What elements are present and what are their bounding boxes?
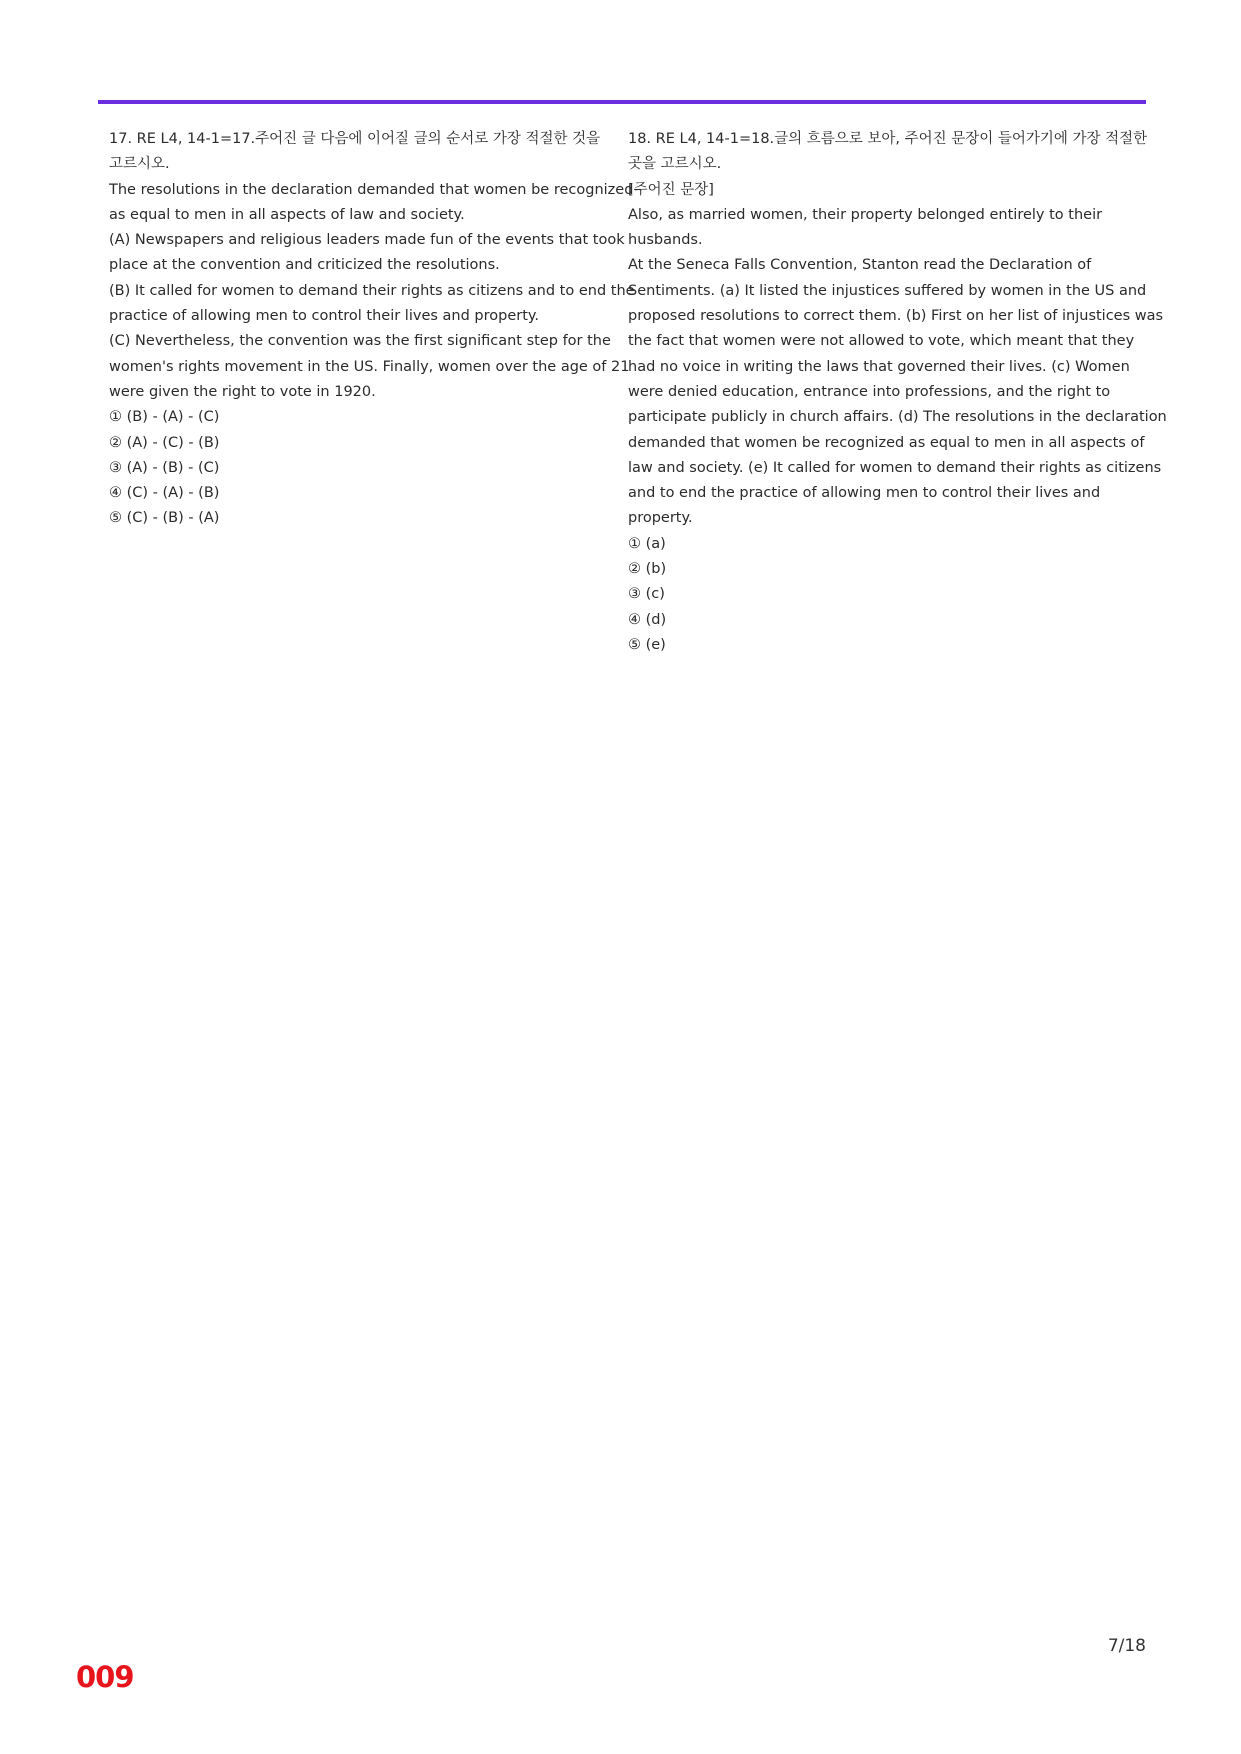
- question-17-line: 고르시오.: [109, 156, 170, 173]
- question-18-line: [주어진 문장]: [628, 181, 714, 198]
- answer-choice: ④ (C) - (A) - (B): [109, 485, 220, 502]
- question-17-line: (B) It called for women to demand their rights as citizens and to end the: [109, 282, 635, 299]
- answer-choice: ② (b): [628, 561, 667, 578]
- question-18: [628, 127, 1167, 658]
- answer-choice: ④ (d): [628, 611, 667, 628]
- question-17-line: place at the convention and criticized the resolutions.: [109, 257, 500, 274]
- logo: 009: [76, 1660, 134, 1694]
- question-17: [109, 127, 635, 532]
- answer-choice: ③ (A) - (B) - (C): [109, 459, 220, 476]
- question-18-line: property.: [628, 510, 693, 527]
- question-17-line: women's rights movement in the US. Finally, women over the age of 21: [109, 358, 630, 375]
- question-18-line: proposed resolutions to correct them. (b) First on her list of injustices was: [628, 308, 1164, 325]
- top-divider: [98, 100, 1146, 104]
- question-18-line: participate publicly in church affairs. (d) The resolutions in the declaration: [628, 409, 1167, 426]
- question-18-line: Sentiments. (a) It listed the injustices suffered by women in the US and: [628, 282, 1147, 299]
- answer-choice: ⑤ (C) - (B) - (A): [109, 510, 220, 527]
- question-18-line: law and society. (e) It called for women to demand their rights as citizens: [628, 459, 1162, 476]
- question-17-line: The resolutions in the declaration demanded that women be recognized: [109, 181, 634, 198]
- question-17-line: (C) Nevertheless, the convention was the first significant step for the: [109, 333, 611, 350]
- question-18-line: the fact that women were not allowed to vote, which meant that they: [628, 333, 1135, 350]
- question-18-line: husbands.: [628, 232, 703, 249]
- question-18-line: 18. RE L4, 14-1=18.글의 흐름으로 보아, 주어진 문장이 들어가기에 가장 적절한: [628, 131, 1148, 147]
- question-17-line: practice of allowing men to control their lives and property.: [109, 308, 540, 325]
- question-18-line: demanded that women be recognized as equal to men in all aspects of: [628, 434, 1145, 451]
- question-18-line: 곳을 고르시오.: [628, 156, 722, 173]
- answer-choice: ① (a): [628, 535, 666, 552]
- answer-choice: ① (B) - (A) - (C): [109, 409, 220, 426]
- question-17-line: 17. RE L4, 14-1=17.주어진 글 다음에 이어질 글의 순서로 가장 적절한 것을: [109, 131, 601, 147]
- question-17-line: were given the right to vote in 1920.: [109, 383, 376, 400]
- question-17-line: as equal to men in all aspects of law and society.: [109, 206, 465, 223]
- question-18-line: and to end the practice of allowing men to control their lives and: [628, 485, 1101, 502]
- answer-choice: ② (A) - (C) - (B): [109, 434, 220, 451]
- question-17-line: (A) Newspapers and religious leaders made fun of the events that took: [109, 232, 625, 249]
- answer-choice: ⑤ (e): [628, 636, 666, 653]
- question-18-line: At the Seneca Falls Convention, Stanton read the Declaration of: [628, 257, 1092, 274]
- question-18-line: were denied education, entrance into professions, and the right to: [628, 383, 1111, 400]
- page-number: 7/18: [1107, 1636, 1146, 1656]
- question-18-line: Also, as married women, their property belonged entirely to their: [628, 206, 1103, 223]
- question-18-line: had no voice in writing the laws that governed their lives. (c) Women: [628, 358, 1130, 375]
- answer-choice: ③ (c): [628, 586, 665, 603]
